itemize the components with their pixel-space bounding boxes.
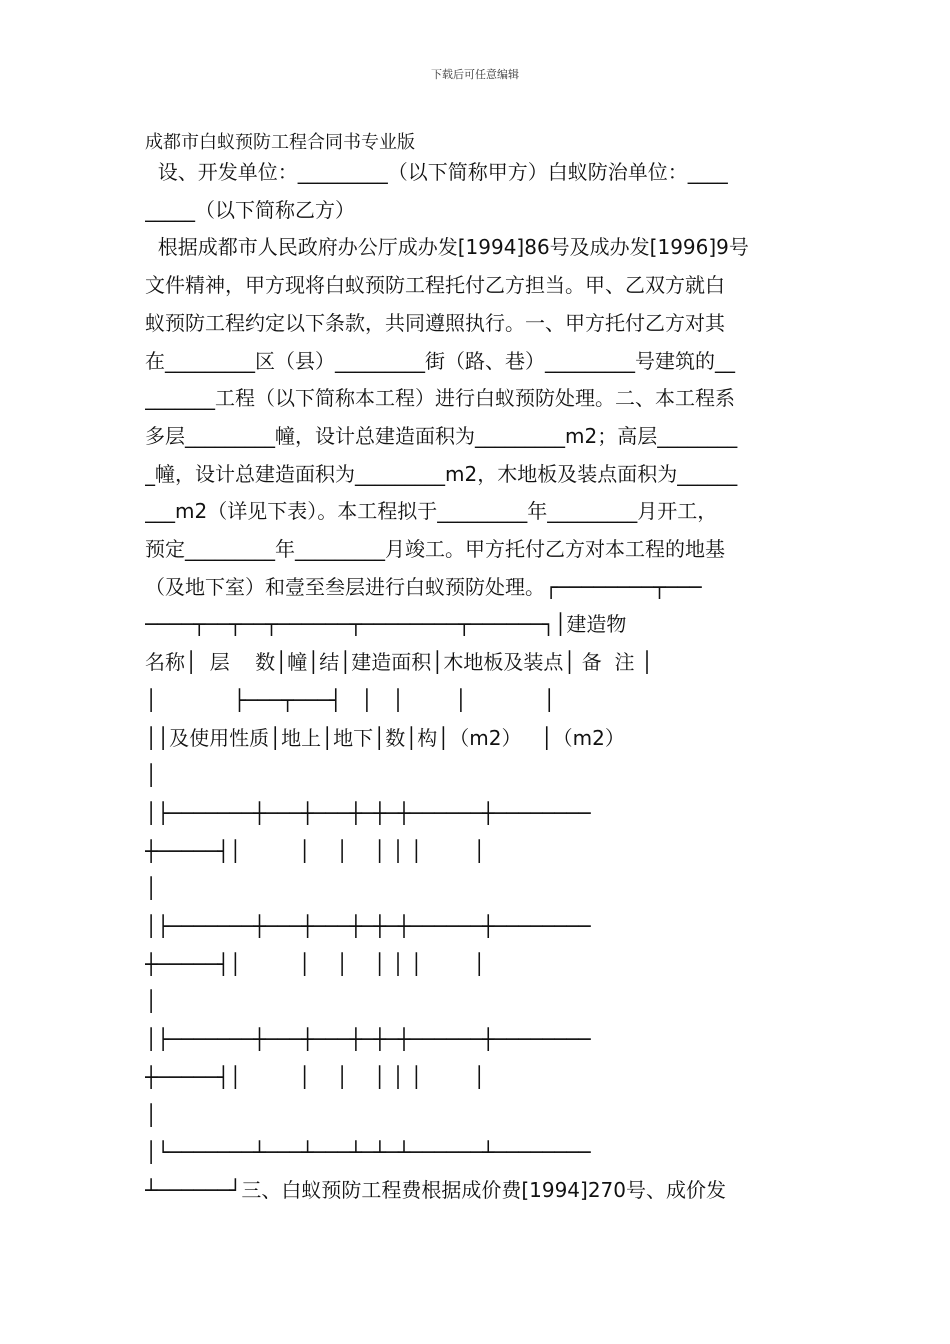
body-line: 预定_________年_________月竣工。甲方托付乙方对本工程的地基 (145, 537, 725, 561)
body-line: 根据成都市人民政府办公厅成办发[1994]86号及成办发[1996]9号 (145, 235, 749, 259)
body-line: │├───────┼───┼───┼─┼─┼──────┼──────── (145, 1027, 591, 1051)
body-line: 多层_________幢，设计总建造面积为_________m2；高层________ (145, 424, 738, 448)
body-line: ││及使用性质│地上│地下│数│构│（m2） │（m2） (145, 726, 625, 750)
body-line: │ (145, 1103, 158, 1127)
body-line: │ (145, 876, 158, 900)
body-line: │└───────┴───┴───┴─┴─┴──────┴──────── (145, 1140, 591, 1164)
body-line: 在_________区（县）_________街（路、巷）_________号建筑的__ (145, 349, 735, 373)
body-line: │ (145, 763, 158, 787)
body-line: ┼─────┤│ │ │ │ │ │ │ (145, 1065, 486, 1089)
body-line: ┼─────┤│ │ │ │ │ │ │ (145, 952, 486, 976)
body-line: 设、开发单位：_________（以下简称甲方）白蚁防治单位：____ (145, 160, 728, 184)
body-line: │├───────┼───┼───┼─┼─┼──────┼──────── (145, 914, 591, 938)
body-line: ┼─────┤│ │ │ │ │ │ │ (145, 839, 486, 863)
body-line: ___m2（详见下表）。本工程拟于_________年_________月开工， (145, 499, 718, 523)
body-line: _幢，设计总建造面积为_________m2，木地板及装点面积为______ (145, 462, 738, 486)
body-line: 蚁预防工程约定以下条款，共同遵照执行。一、甲方托付乙方对其 (145, 311, 725, 335)
body-line: │ ├───┬───┤ │ │ │ │ (145, 688, 556, 712)
body-line: │ (145, 989, 158, 1013)
body-line: ────┬──┬──┬──────┬────────┬──────┐│建造物 (145, 612, 627, 636)
body-line: ┴──────┘三、白蚁预防工程费根据成价费[1994]270号、成价发 (145, 1178, 727, 1202)
body-line: _____（以下简称乙方） (145, 198, 355, 222)
body-line: （及地下室）和壹至叁层进行白蚁预防处理。┌────────┬─── (145, 575, 702, 599)
body-line: 文件精神，甲方现将白蚁预防工程托付乙方担当。甲、乙双方就白 (145, 273, 725, 297)
body-line: 名称│ 层 数│幢│结│建造面积│木地板及装点│ 备 注 │ (145, 650, 653, 674)
body-line: _______工程（以下简称本工程）进行白蚁预防处理。二、本工程系 (145, 386, 735, 410)
body-line: │├───────┼───┼───┼─┼─┼──────┼──────── (145, 801, 591, 825)
document-title: 成都市白蚁预防工程合同书专业版 (145, 132, 415, 153)
page-header: 下载后可任意编辑 (431, 68, 519, 81)
